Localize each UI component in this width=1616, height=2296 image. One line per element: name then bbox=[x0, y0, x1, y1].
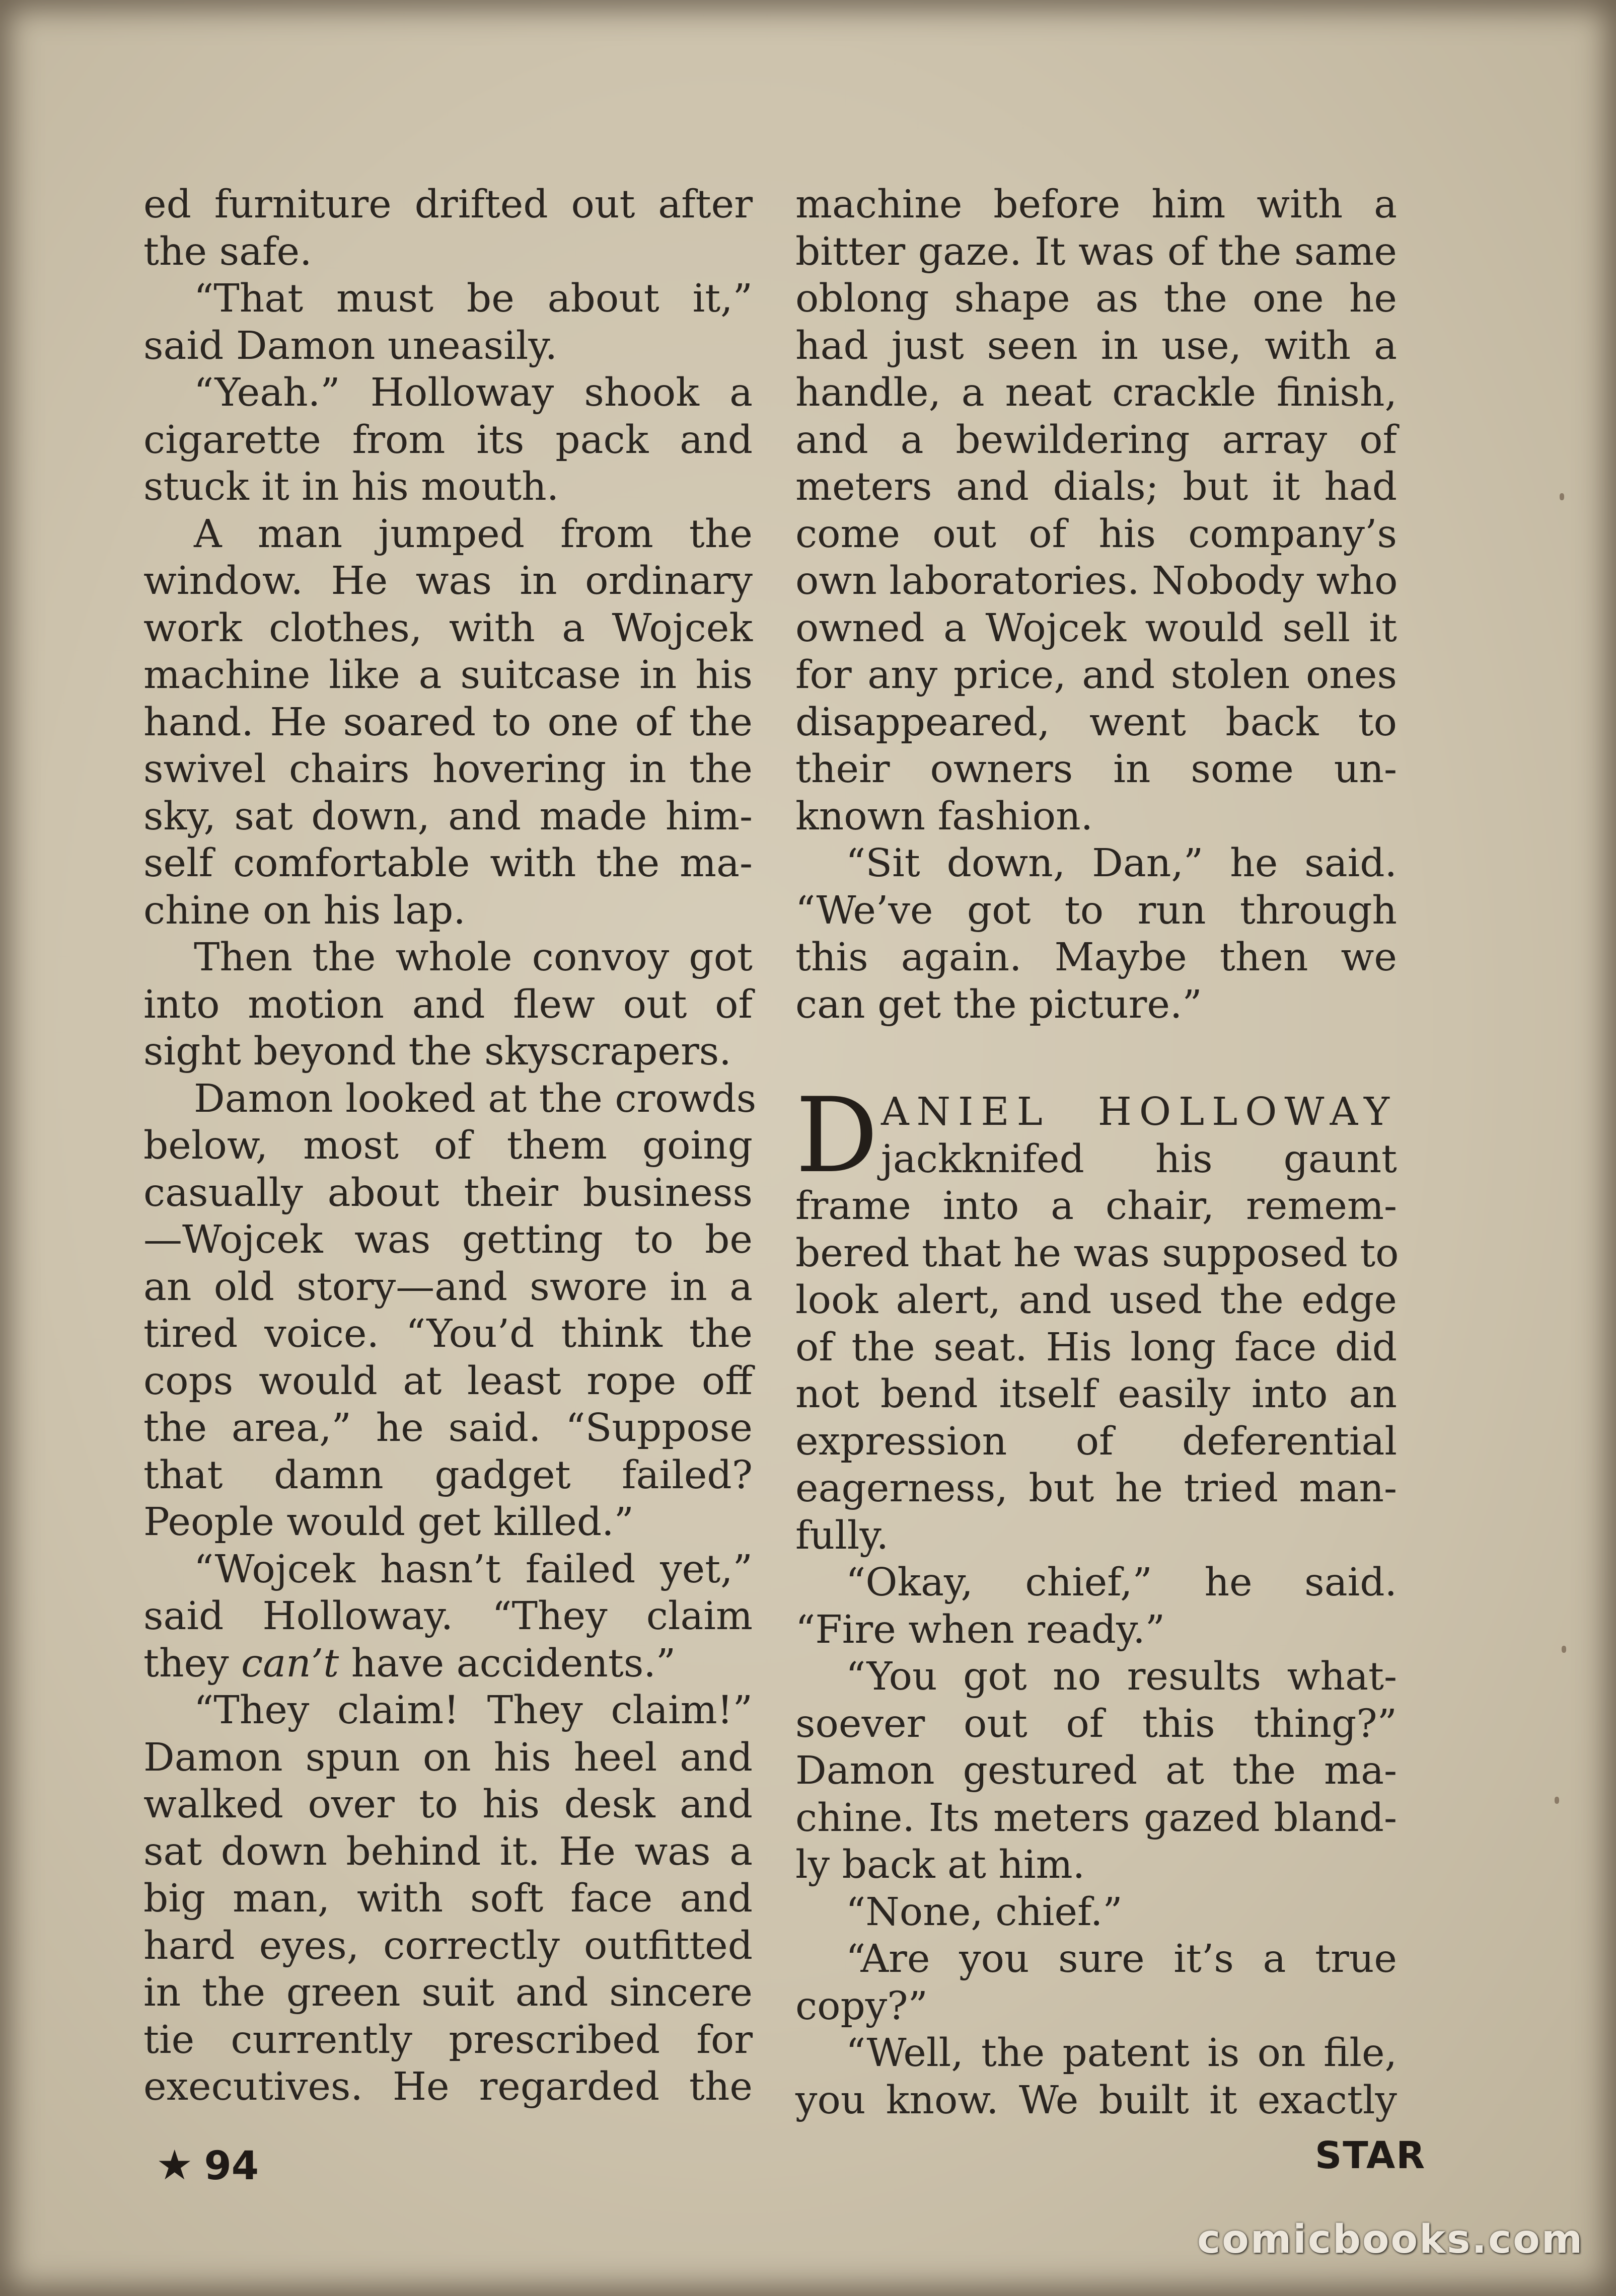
text-line: their owners in some un- bbox=[795, 747, 1397, 792]
text-line: Damon looked at the crowds bbox=[194, 1076, 757, 1121]
left-text-column bbox=[143, 181, 757, 2111]
paper-speck bbox=[1555, 1797, 1559, 1804]
text-line: bitter gaze. It was of the same bbox=[795, 229, 1397, 274]
page-number: 94 bbox=[204, 2144, 259, 2189]
text-line: cigarette from its pack and bbox=[143, 417, 753, 463]
drop-cap-letter: D bbox=[795, 1076, 878, 1196]
text-line: big man, with soft face and bbox=[143, 1876, 753, 1921]
text-line: swivel chairs hovering in the bbox=[143, 747, 753, 792]
text-line: bered that he was supposed to bbox=[795, 1231, 1399, 1276]
text-line: that damn gadget failed? bbox=[143, 1452, 753, 1498]
text-line: “You got no results what- bbox=[846, 1654, 1397, 1699]
text-line: “We’ve got to run through bbox=[795, 888, 1397, 933]
text-line: “Fire when ready.” bbox=[795, 1607, 1165, 1652]
text-line: disappeared, went back to bbox=[795, 700, 1397, 745]
text-line: A man jumped from the bbox=[194, 511, 753, 557]
text-line: stuck it in his mouth. bbox=[143, 465, 559, 509]
text-line: had just seen in use, with a bbox=[795, 323, 1397, 368]
text-line: handle, a neat crackle finish, bbox=[795, 370, 1397, 415]
text-line: this again. Maybe then we bbox=[795, 935, 1397, 980]
text-line: you know. We built it exactly bbox=[795, 2078, 1397, 2123]
text-line: oblong shape as the one he bbox=[795, 276, 1397, 321]
text-line: Damon spun on his heel and bbox=[143, 1735, 753, 1780]
text-line: Damon gestured at the ma- bbox=[795, 1748, 1397, 1793]
running-title: STAR bbox=[1315, 2134, 1426, 2177]
text-line: sky, sat down, and made him- bbox=[143, 794, 753, 839]
text-line: hand. He soared to one of the bbox=[143, 700, 753, 745]
text-line: walked over to his desk and bbox=[143, 1782, 753, 1827]
text-line: machine before him with a bbox=[795, 182, 1397, 227]
right-column-top-text bbox=[795, 181, 1397, 1028]
text-line: look alert, and used the edge bbox=[795, 1278, 1397, 1323]
right-text-column bbox=[795, 181, 1397, 2124]
text-line: they can’t have accidents.” bbox=[143, 1641, 676, 1686]
text-line: Then the whole convoy got bbox=[194, 935, 753, 980]
text-line: an old story—and swore in a bbox=[143, 1264, 753, 1310]
text-line: can get the picture.” bbox=[795, 982, 1202, 1027]
paper-speck bbox=[1560, 493, 1564, 500]
text-line: into motion and flew out of bbox=[143, 982, 753, 1027]
text-line: “Sit down, Dan,” he said. bbox=[846, 841, 1397, 886]
text-line: tired voice. “You’d think the bbox=[143, 1312, 753, 1356]
emphasis: can’t bbox=[241, 1641, 339, 1686]
text-line: said Holloway. “They claim bbox=[143, 1594, 753, 1639]
right-column-bottom-text bbox=[795, 1183, 1397, 2124]
text-line: cops would at least rope off bbox=[143, 1358, 753, 1404]
text-line: “Okay, chief,” he said. bbox=[846, 1560, 1397, 1605]
text-line: fully. bbox=[795, 1513, 889, 1558]
dropcap-line-1: ANIEL HOLLOWAY bbox=[881, 1090, 1397, 1134]
text-line: “They claim! They claim!” bbox=[194, 1688, 753, 1733]
text-line: expression of deferential bbox=[795, 1419, 1397, 1464]
text-line: sat down behind it. He was a bbox=[143, 1829, 753, 1874]
text-line: work clothes, with a Wojcek bbox=[143, 605, 753, 651]
dropcap-paragraph-opening bbox=[795, 1076, 1397, 1196]
text-line: the area,” he said. “Suppose bbox=[143, 1406, 753, 1450]
text-line: casually about their business bbox=[143, 1170, 753, 1215]
text-line: ed furniture drifted out after bbox=[143, 182, 753, 227]
text-line: —Wojcek was getting to be bbox=[143, 1217, 753, 1262]
text-line: “That must be about it,” bbox=[194, 276, 753, 321]
text-line: “Wojcek hasn’t failed yet,” bbox=[194, 1547, 753, 1592]
text-line: below, most of them going bbox=[143, 1123, 753, 1168]
text-line: “Well, the patent is on file, bbox=[846, 2031, 1397, 2076]
text-line: said Damon uneasily. bbox=[143, 323, 558, 368]
text-line: executives. He regarded the bbox=[143, 2064, 753, 2109]
text-line: chine. Its meters gazed bland- bbox=[795, 1795, 1397, 1841]
text-line: chine on his lap. bbox=[143, 888, 466, 933]
text-line: soever out of this thing?” bbox=[795, 1701, 1397, 1746]
text-line: meters and dials; but it had bbox=[795, 465, 1397, 509]
text-line: People would get killed.” bbox=[143, 1500, 634, 1545]
text-line: tie currently prescribed for bbox=[143, 2017, 753, 2062]
text-line: come out of his company’s bbox=[795, 511, 1397, 557]
page-folio bbox=[156, 2141, 259, 2189]
text-line: own laboratories. Nobody who bbox=[795, 559, 1398, 603]
text-line: “None, chief.” bbox=[846, 1889, 1123, 1935]
section-break bbox=[795, 1028, 1397, 1089]
paper-speck bbox=[1562, 1646, 1566, 1653]
text-line: known fashion. bbox=[795, 794, 1093, 839]
text-line: and a bewildering array of bbox=[795, 417, 1397, 463]
text-line: hard eyes, correctly outfitted bbox=[143, 1923, 753, 1968]
dropcap-line-2: jackknifed his gaunt bbox=[881, 1136, 1397, 1182]
text-line: of the seat. His long face did bbox=[795, 1325, 1397, 1370]
text-line: “Are you sure it’s a true bbox=[846, 1937, 1397, 1981]
text-line: eagerness, but he tried man- bbox=[795, 1466, 1397, 1511]
text-line: window. He was in ordinary bbox=[143, 559, 753, 603]
text-line: owned a Wojcek would sell it bbox=[795, 605, 1397, 651]
text-line: in the green suit and sincere bbox=[143, 1970, 753, 2015]
watermark-logo: comicbooks.com bbox=[1197, 2217, 1584, 2262]
text-line: “Yeah.” Holloway shook a bbox=[194, 370, 753, 415]
text-line: sight beyond the skyscrapers. bbox=[143, 1029, 731, 1074]
text-line: for any price, and stolen ones bbox=[795, 653, 1397, 698]
text-line: not bend itself easily into an bbox=[795, 1372, 1397, 1417]
text-line: self comfortable with the ma- bbox=[143, 841, 753, 886]
text-line: ly back at him. bbox=[795, 1843, 1085, 1887]
star-icon: ★ bbox=[156, 2141, 193, 2189]
text-line: frame into a chair, remem- bbox=[795, 1184, 1397, 1229]
text-line: the safe. bbox=[143, 229, 312, 274]
text-line: machine like a suitcase in his bbox=[143, 653, 753, 698]
text-line: copy?” bbox=[795, 1983, 928, 2029]
